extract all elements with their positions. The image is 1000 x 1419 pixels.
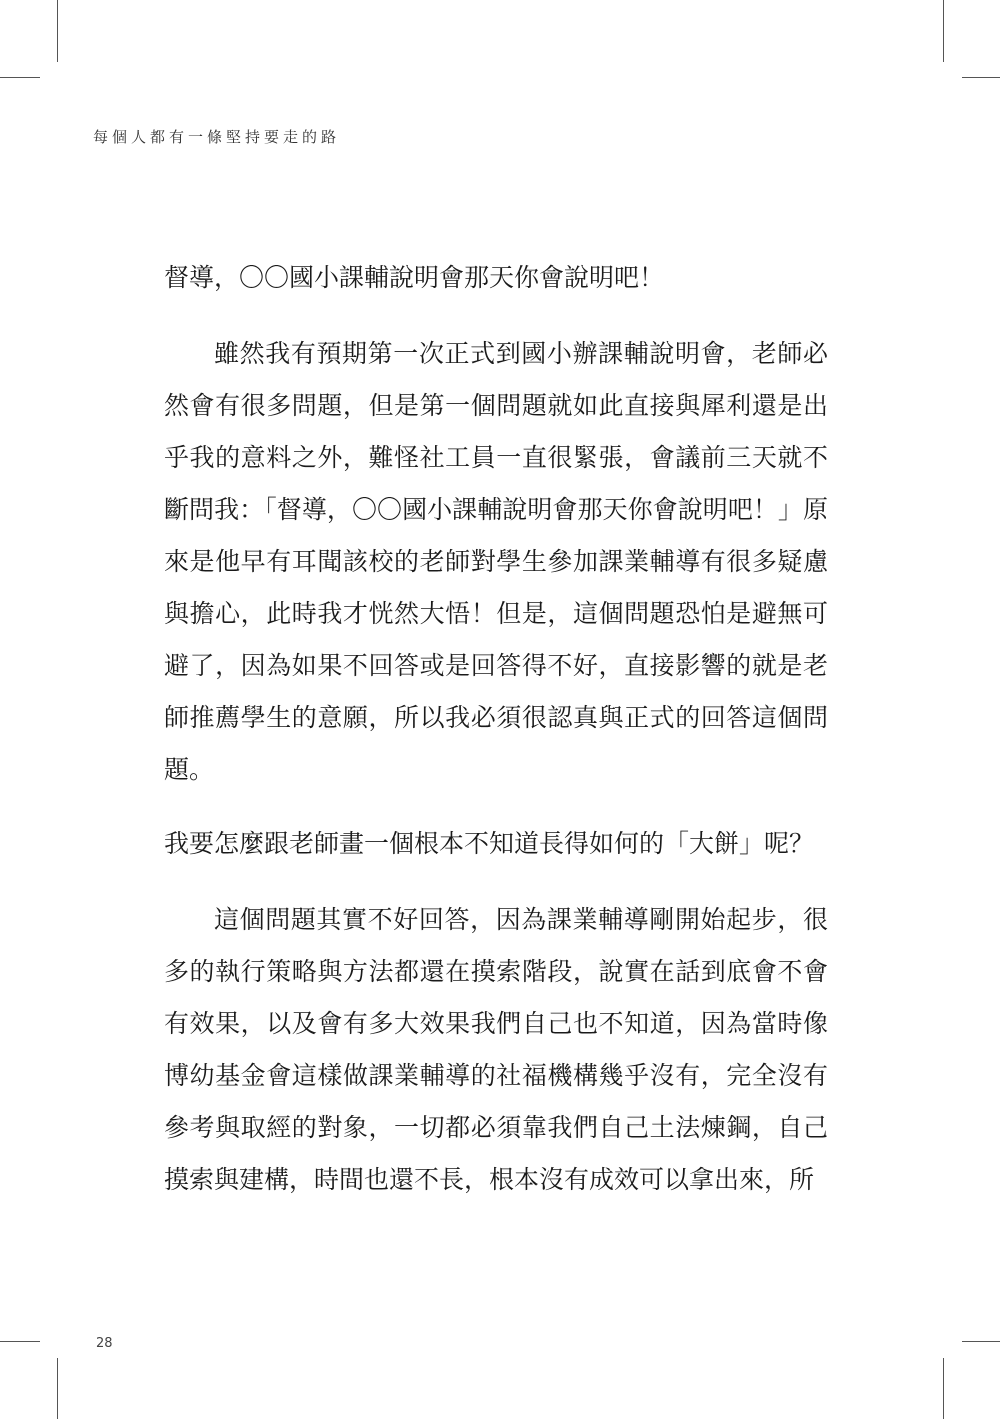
crop-mark-bottom-right-horizontal xyxy=(962,1341,1000,1342)
crop-mark-top-left-horizontal xyxy=(0,77,40,78)
body-text xyxy=(164,252,828,1206)
crop-mark-top-right-horizontal xyxy=(962,77,1000,78)
paragraph-2: 這個問題其實不好回答，因為課業輔導剛開始起步，很多的執行策略與方法都還在摸索階段，說實在話到底會不會有效果，以及會有多大效果我們自己也不知道，因為當時像博幼基金會這樣做課業輔導的社福機構幾乎沒有，完全沒有參考與取經的對象，一切都必須靠我們自己土法煉鋼，自己摸索與建構，時間也還不長，根本沒有成效可以拿出來，所 xyxy=(164,905,828,1194)
crop-mark-bottom-left-vertical xyxy=(57,1358,58,1419)
section-heading-1: 督導，〇〇國小課輔說明會那天你會說明吧！ xyxy=(164,263,665,292)
crop-mark-bottom-left-horizontal xyxy=(0,1341,40,1342)
crop-mark-bottom-right-vertical xyxy=(943,1358,944,1419)
crop-mark-top-right-vertical xyxy=(943,0,944,62)
page-number: 28 xyxy=(96,1336,113,1351)
paragraph-1: 雖然我有預期第一次正式到國小辦課輔說明會，老師必然會有很多問題，但是第一個問題就如此直接與犀利還是出乎我的意料之外，難怪社工員一直很緊張，會議前三天就不斷問我：「督導，〇〇國小課輔說明會那天你會說明吧！」原來是他早有耳聞該校的老師對學生參加課業輔導有很多疑慮與擔心，此時我才恍然大悟！但是，這個問題恐怕是避無可避了，因為如果不回答或是回答得不好，直接影響的就是老師推薦學生的意願，所以我必須很認真與正式的回答這個問題。 xyxy=(164,339,828,784)
running-header-title: 每個人都有一條堅持要走的路 xyxy=(93,128,341,146)
crop-mark-top-left-vertical xyxy=(57,0,58,62)
section-heading-2: 我要怎麼跟老師畫一個根本不知道長得如何的「大餅」呢？ xyxy=(164,829,815,858)
